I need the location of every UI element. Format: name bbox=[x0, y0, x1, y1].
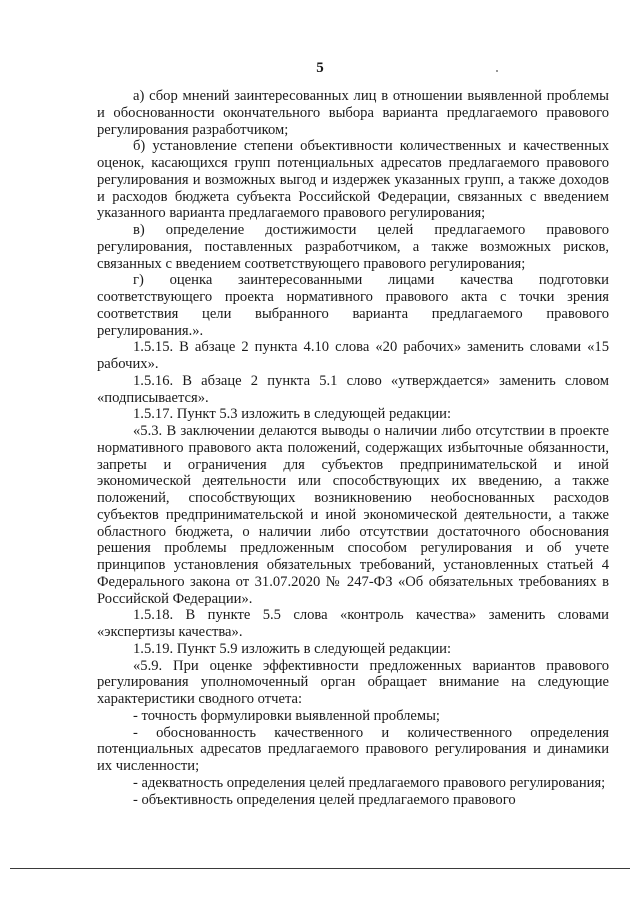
list-item: - объективность определения целей предлагаемого правового bbox=[133, 791, 516, 808]
paragraph: 1.5.18. В пункте 5.5 слова «контроль качества» заменить словами «экспертизы качества». bbox=[97, 607, 609, 640]
paragraph: 1.5.15. В абзаце 2 пункта 4.10 слова «20 рабочих» заменить словами «15 рабочих». bbox=[97, 339, 609, 372]
document-body bbox=[97, 88, 609, 808]
paragraph: г) оценка заинтересованными лицами качества подготовки соответствующего проекта нормативного правового акта с точки зрения соответствия цели выбранного варианта предлагаемого правового регулирования.». bbox=[97, 272, 609, 339]
scan-speck bbox=[496, 70, 498, 72]
bottom-rule bbox=[10, 868, 630, 869]
paragraph: б) установление степени объективности количественных и качественных оценок, касающихся групп потенциальных адресатов предлагаемого правового регулирования и возможных выгод и издержек указанных групп, а также доходов и расходов бюджета субъекта Российской Федерации, связанных с введением указанного варианта предлагаемого правового регулирования; bbox=[97, 138, 609, 222]
paragraph: 1.5.16. В абзаце 2 пункта 5.1 слово «утверждается» заменить словом «подписывается». bbox=[97, 372, 609, 406]
paragraph: 1.5.19. Пункт 5.9 изложить в следующей редакции: bbox=[133, 640, 452, 657]
list-item: - точность формулировки выявленной проблемы; bbox=[133, 707, 440, 724]
paragraph: а) сбор мнений заинтересованных лиц в отношении выявленной проблемы и обоснованности окончательного выбора варианта предлагаемого правового регулирования разработчиком; bbox=[97, 88, 609, 138]
list-item: - обоснованность качественного и количественного определения потенциальных адресатов предлагаемого правового регулирования и динамики их численности; bbox=[97, 724, 609, 774]
paragraph: «5.9. При оценке эффективности предложенных вариантов правового регулирования уполномоченный орган обращает внимание на следующие характеристики сводного отчета: bbox=[97, 657, 609, 707]
paragraph: 1.5.17. Пункт 5.3 изложить в следующей редакции: bbox=[133, 406, 452, 423]
list-item: - адекватность определения целей предлагаемого правового регулирования; bbox=[133, 774, 606, 791]
paragraph: в) определение достижимости целей предлагаемого правового регулирования, поставленных разработчиком, а также возможных рисков, связанных с введением соответствующего правового регулирования; bbox=[97, 222, 609, 272]
page-number: 5 bbox=[316, 60, 324, 76]
paragraph: «5.3. В заключении делаются выводы о наличии либо отсутствии в проекте нормативного правового акта положений, содержащих избыточные обязанности, запреты и ограничения для субъектов предпринимательской и иной экономической деятельности или способствующих их введению, а также положений, способствующих возникновению необоснованных расходов субъектов предпринимательской и иной экономической деятельности, а также областного бюджета, о наличии либо отсутствии достаточного обоснования решения проблемы предложенным способом регулирования и об учете принципов установления обязательных требований, установленных статьей 4 Федерального закона от 31.07.2020 № 247-ФЗ «Об обязательных требованиях в Российской Федерации». bbox=[97, 423, 609, 607]
